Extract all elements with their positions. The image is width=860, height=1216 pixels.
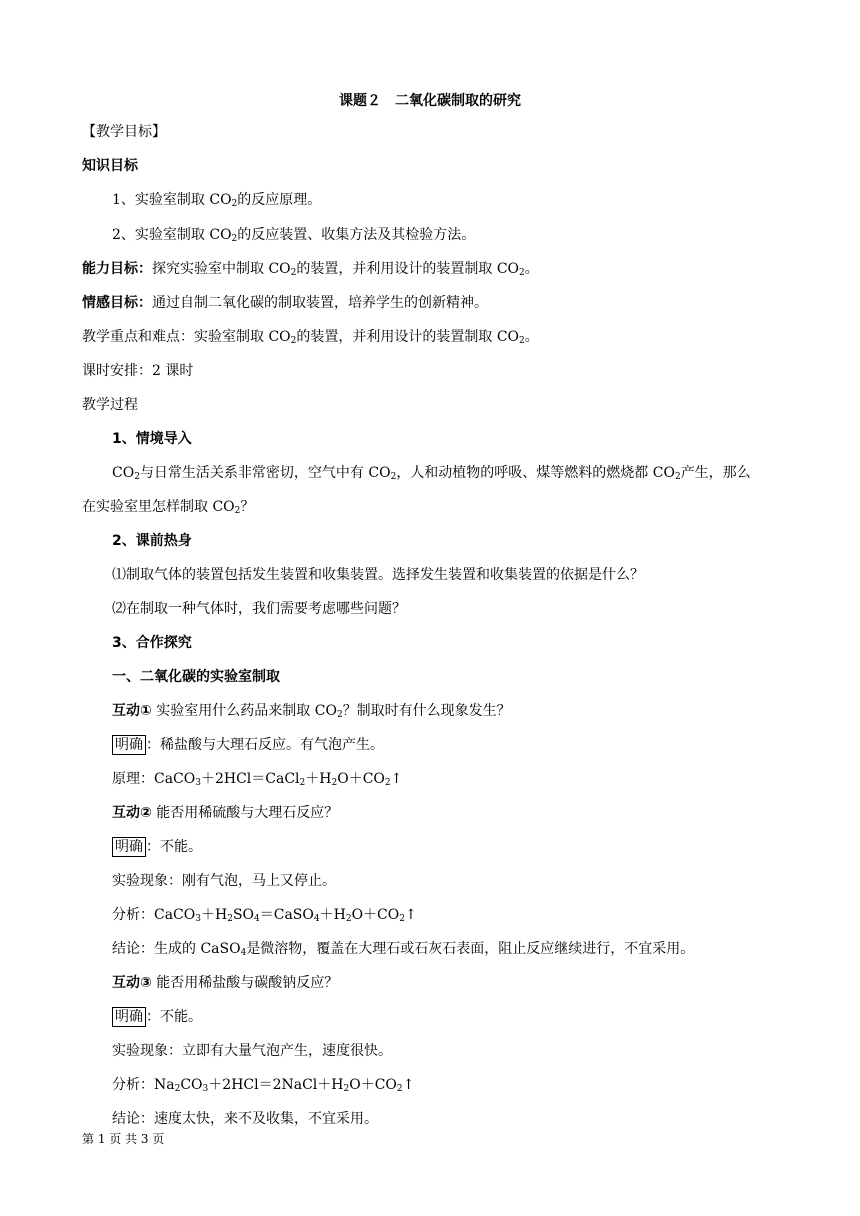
conclusion-3: 结论：速度太快，来不及收集，不宜采用。 <box>112 1111 378 1127</box>
key-points: 教学重点和难点：实验室制取 $CO_2$的装置，并利用设计的装置制取 $CO_2$。 <box>82 329 539 346</box>
knowledge-item-2: 2、实验室制取 $CO_2$的反应装置、收集方法及其检验方法。 <box>112 227 476 244</box>
phenomenon-2: 实验现象：刚有气泡，马上又停止。 <box>112 873 336 889</box>
interaction-3: 互动③ 能否用稀盐酸与碳酸钠反应？ <box>112 975 339 991</box>
intro-paragraph-line-2: 在实验室里怎样制取 $CO_2$？ <box>82 499 255 516</box>
answer-2: 明确 ：不能。 <box>112 837 202 857</box>
principle-equation: 原理：$CaCO_3+2HCl=CaCl_2+H_2O+CO_2↑$ <box>112 771 403 788</box>
page-footer: 第 1 页 共 3 页 <box>82 1132 165 1146</box>
intro-paragraph-line-1: $CO_2$与日常生活关系非常密切，空气中有 $CO_2$，人和动植物的呼吸、煤等燃料的燃烧都 $CO_2$产生，那么 <box>112 465 751 482</box>
emotion-objective: 情感目标：通过自制二氧化碳的制取装置，培养学生的创新精神。 <box>82 295 488 311</box>
interaction-2: 互动② 能否用稀硫酸与大理石反应？ <box>112 805 339 821</box>
clarify-label: 明确 <box>112 735 146 755</box>
interaction-1: 互动① 实验室用什么药品来制取 $CO_2$？制取时有什么现象发生？ <box>112 703 511 720</box>
answer-1: 明确 ：稀盐酸与大理石反应。有气泡产生。 <box>112 735 384 755</box>
analysis-2: 分析：$CaCO_3+H_2SO_4=CaSO_4+H_2O+CO_2↑$ <box>112 907 417 924</box>
page-title: 课题２ 二氧化碳制取的研究 <box>339 93 521 109</box>
clarify-label: 明确 <box>112 1007 146 1027</box>
answer-3: 明确 ：不能。 <box>112 1007 202 1027</box>
schedule: 课时安排：2 课时 <box>82 363 194 379</box>
analysis-3: 分析：$Na_2CO_3+2HCl=2NaCl+H_2O+CO_2↑$ <box>112 1077 415 1094</box>
conclusion-2: 结论：生成的 CaSO$_4$是微溶物，覆盖在大理石或石灰石表面，阻止反应继续进行，不宜采用。 <box>112 941 695 958</box>
warmup-question-2: ⑵在制取一种气体时，我们需要考虑哪些问题？ <box>112 601 406 617</box>
section-1-heading: 1、情境导入 <box>112 431 192 447</box>
knowledge-heading: 知识目标 <box>82 158 138 174</box>
section-2-heading: 2、课前热身 <box>112 533 192 549</box>
clarify-label: 明确 <box>112 837 146 857</box>
section-3-heading: 3、合作探究 <box>112 635 192 651</box>
phenomenon-3: 实验现象：立即有大量气泡产生，速度很快。 <box>112 1043 392 1059</box>
objectives-heading: 【教学目标】 <box>82 124 166 140</box>
part-1-heading: 一、二氧化碳的实验室制取 <box>112 669 280 685</box>
ability-objective: 能力目标：探究实验室中制取 $CO_2$的装置，并利用设计的装置制取 $CO_2$。 <box>82 261 539 278</box>
warmup-question-1: ⑴制取气体的装置包括发生装置和收集装置。选择发生装置和收集装置的依据是什么？ <box>112 567 644 583</box>
process-heading: 教学过程 <box>82 397 138 413</box>
knowledge-item-1: 1、实验室制取 $CO_2$的反应原理。 <box>112 192 322 209</box>
